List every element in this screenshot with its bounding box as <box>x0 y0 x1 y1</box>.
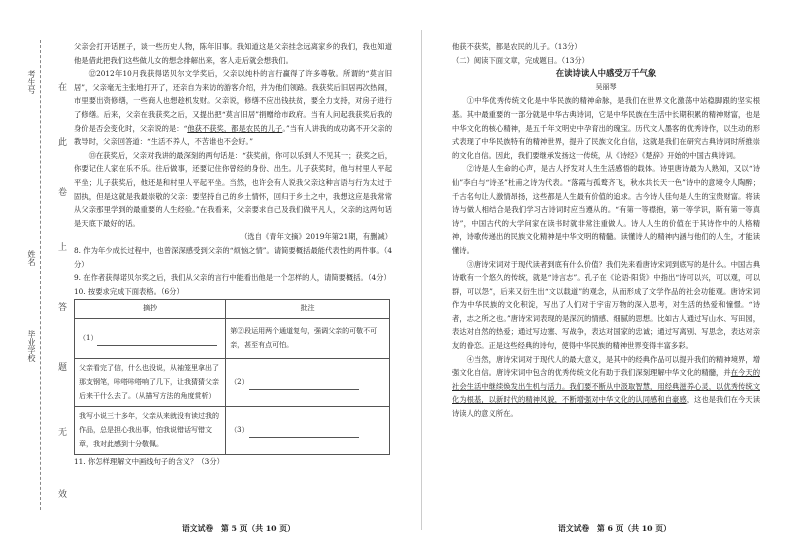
page-footer-right: 语文试卷 第 6 页（共 10 页） <box>558 524 671 533</box>
table-cell[interactable]: （3） <box>226 407 390 455</box>
question-9: 9. 在作者获得诺贝尔奖之后，我们从父亲的言行中能看出他是一个怎样的人，请简要概括。（4分） <box>74 273 391 283</box>
seal-char: 在 <box>58 83 68 93</box>
seal-line <box>40 40 41 510</box>
table-cell[interactable]: （2） <box>226 359 390 407</box>
question-11: 11. 你怎样理解文中画线句子的含义？（3分） <box>74 457 224 467</box>
seal-char: 答 <box>58 303 68 313</box>
page-divider <box>421 30 422 530</box>
underlined-sentence: 他获不获奖，都是农民的儿子 <box>187 123 283 133</box>
paragraph: ②诗是人生命的心声，是古人抒发对人生生活感悟的载体。诗里唐诗最为人熟知，又以“诗仙”李白与“诗圣”杜甫之诗为代表。“落霞与孤鹜齐飞，秋水共长天一色”诗中的意境令人陶醉；千古名句让人激情昂扬，这些都是人生最有价值的追求。古今诗人佳句是人生的宝贵财富。将读诗与做人相结合是我们学习古诗词时应当遵从的。“有第一等襟抱，第一等学识，斯有第一等真诗”，中国古代的大学问家在读书时就非常注重做人。诗人人生的价值在于其诗作中的人格精神，诗歌传递出的民族文化精神是中华文明的精髓。读懂诗人的精神内涵与他们的人生，才能读懂诗。 <box>452 164 760 255</box>
paragraph: ⑫2012年10月我获得诺贝尔文学奖后，父亲以纯朴的言行赢得了许多尊敬。所谓的“莫言旧居”，父亲毫无主张地打开了，还亲自为来访的游客介绍，并为他们领路。我获奖后旧居再次热闹，市里要出资修缮，一些商人也想趁机发财。父亲说，修缮不应出钱扶贫，要全力支持，对房子进行了修缮。后来，父亲在我获奖之后，又提出把“莫言旧居”捐赠给市政府。当有人问起我获奖后我的身价是否会变化时，父亲说的是：“他获不获奖，都是农民的儿子。”当有人讲我的成功离不开父亲的教导时，父亲回答道：“生活不养人，不苦谁也不会好。” <box>74 69 392 147</box>
page-footer-left: 语文试卷 第 5 页（共 10 页） <box>182 524 295 533</box>
name-label: 姓名 <box>27 250 36 266</box>
table-cell: 第②段运用两个通道复句，强调父亲的可敬不可亲，甚至有点可怕。 <box>226 319 390 359</box>
table-cell: 父亲看完了信，什么也没说，从袖笼里拿出了那支钢笔，咔嗒咔嗒响了几下，让我猜猜父亲后来干什么去了。（从描写方法的角度赏析） <box>75 359 226 407</box>
paragraph: ④当然，唐诗宋词对于现代人的最大意义，是其中的经典作品可以提升我们的精神境界，增强文化自信。唐诗宋词中包含的优秀传统文化有助于我们深刻理解中华文化的精髓，并在今天的社会生活中继续焕发出生机与活力。我们要不断从中汲取智慧，用经典滋养心灵，以优秀传统文化为根基，以新时代的精神风貌，不断增强对中华文化的认同感和自豪感，这也是我们在今天读诗读人的意义所在。 <box>452 354 761 419</box>
underlined-sentence: 在今天的社会生活中继续焕发出生机与活力。我们要不断从中汲取智慧，用经典滋养心灵，以优秀传统文化为根基，以新时代的精神风貌，不断增强对中华文化的认同感和自豪感 <box>452 368 761 405</box>
table-cell: 我写小说三十多年，父亲从来就没有读过我的作品，总是担心我出事，怕我说错话写错文章，我对此感到十分敬佩。 <box>75 407 226 455</box>
seal-char: 卷 <box>58 188 68 198</box>
seal-char: 题 <box>58 363 68 373</box>
paragraph: 他获不获奖，都是农民的儿子。（13分） <box>452 42 582 51</box>
article-title: 在读诗读人中感受万千气象 <box>555 68 657 79</box>
binding-sidebar <box>0 0 70 560</box>
question-8: 8. 作为年少成长过程中，也曾深深感受到父亲的“烦恼之情”。请简要概括最能代表性的两件事。（4分） <box>74 245 392 269</box>
seal-char: 效 <box>58 490 68 500</box>
section-heading: （二）阅读下面文章，完成题目。（13分） <box>452 55 589 65</box>
annotation-table <box>74 299 390 455</box>
paragraph: 父亲会打开话匣子，谈一些历史人物，陈年旧事。我知道这是父亲挂念远离家乡的我们，我也知道他是借此把我们这些做儿女的想念排解出来，客人走后就会想我们。 <box>74 42 392 65</box>
paragraph: ⑬在获奖后，父亲对我讲的最深刻的两句话是：“获奖前，你可以乐到人不见其一；获奖之后，你要记住人家在乐不乐。往后做事，还要记住你曾经的身份、出生。儿子获奖时，他与村里人平起平坐；儿子获奖后，他还是和村里人平起平坐。当然，也许会有人说我父亲这种言语与行为太过于固执，但是这就是我最崇敬的父亲：要坚持自己的乡土情怀，回归于乡土之中，我想这应是我常常从父亲那里学到的最重要的人生经验。”在我看来，父亲要求自己及我们做平凡人，父亲的这两句话是天底下最好的话。 <box>74 150 392 228</box>
paragraph: ①中华优秀传统文化是中华民族的精神命脉，是我们在世界文化激荡中站稳脚跟的坚实根基。其中最重要的一部分就是中华古典诗词，它是中华民族在生活中长期积累的精神财富，也是中华文化的核心精神，是五千年文明史中孕育出的瑰宝。历代文人墨客的优秀诗作，以生动的形式表现了中华民族特有的精神世界，提升了民族文化自信，这就是我们在研究古典诗词时所推崇的文化自信。因此，我们要继承发扬这一传统，从《诗经》《楚辞》开始的中国古典诗词。 <box>452 96 760 160</box>
seal-char: 上 <box>58 243 68 253</box>
right-page <box>452 40 760 421</box>
seal-char: 此 <box>58 138 68 148</box>
left-page <box>74 40 392 469</box>
exam-number-label: 考生号 <box>27 70 36 94</box>
source-citation: （选自《青年文摘》2019年第21期，有删减） <box>240 232 392 242</box>
paragraph: ③唐诗宋词对于现代读者到底有什么价值？我们先来看唐诗宋词到底写的是什么。中国古典诗歌有一个悠久的传统，就是“诗言志”。孔子在《论语·阳货》中指出“诗可以兴，可以观，可以群，可以怨”，后来又衍生出“文以载道”的观念，从而形成了文学作品的社会功能观。唐诗宋词作为中华民族的文化积淀，写出了人们对于宇宙万物的深入思考，对生活的热爱和憧憬。“诗者，志之所之也。”唐诗宋词表现的是深沉的情感、细腻的思想。比如古人通过写山水、写田园，表达对自然的热爱；通过写边塞、写战争，表达对国家的忠诚；通过写离别、写思念，表达对亲友的眷恋。正是这些经典的诗句，使得中华民族的精神世界变得丰富多彩。 <box>452 259 760 351</box>
article-author: 吴丽琴 <box>595 82 617 91</box>
question-10: 10. 按要求完成下面表格。（6分） <box>74 286 184 296</box>
table-cell[interactable]: （1） <box>75 319 226 359</box>
school-label: 毕业学校 <box>27 330 36 362</box>
table-header-annotation: 批注 <box>226 300 390 319</box>
table-header-excerpt: 摘抄 <box>75 300 226 319</box>
seal-char: 无 <box>58 428 68 438</box>
